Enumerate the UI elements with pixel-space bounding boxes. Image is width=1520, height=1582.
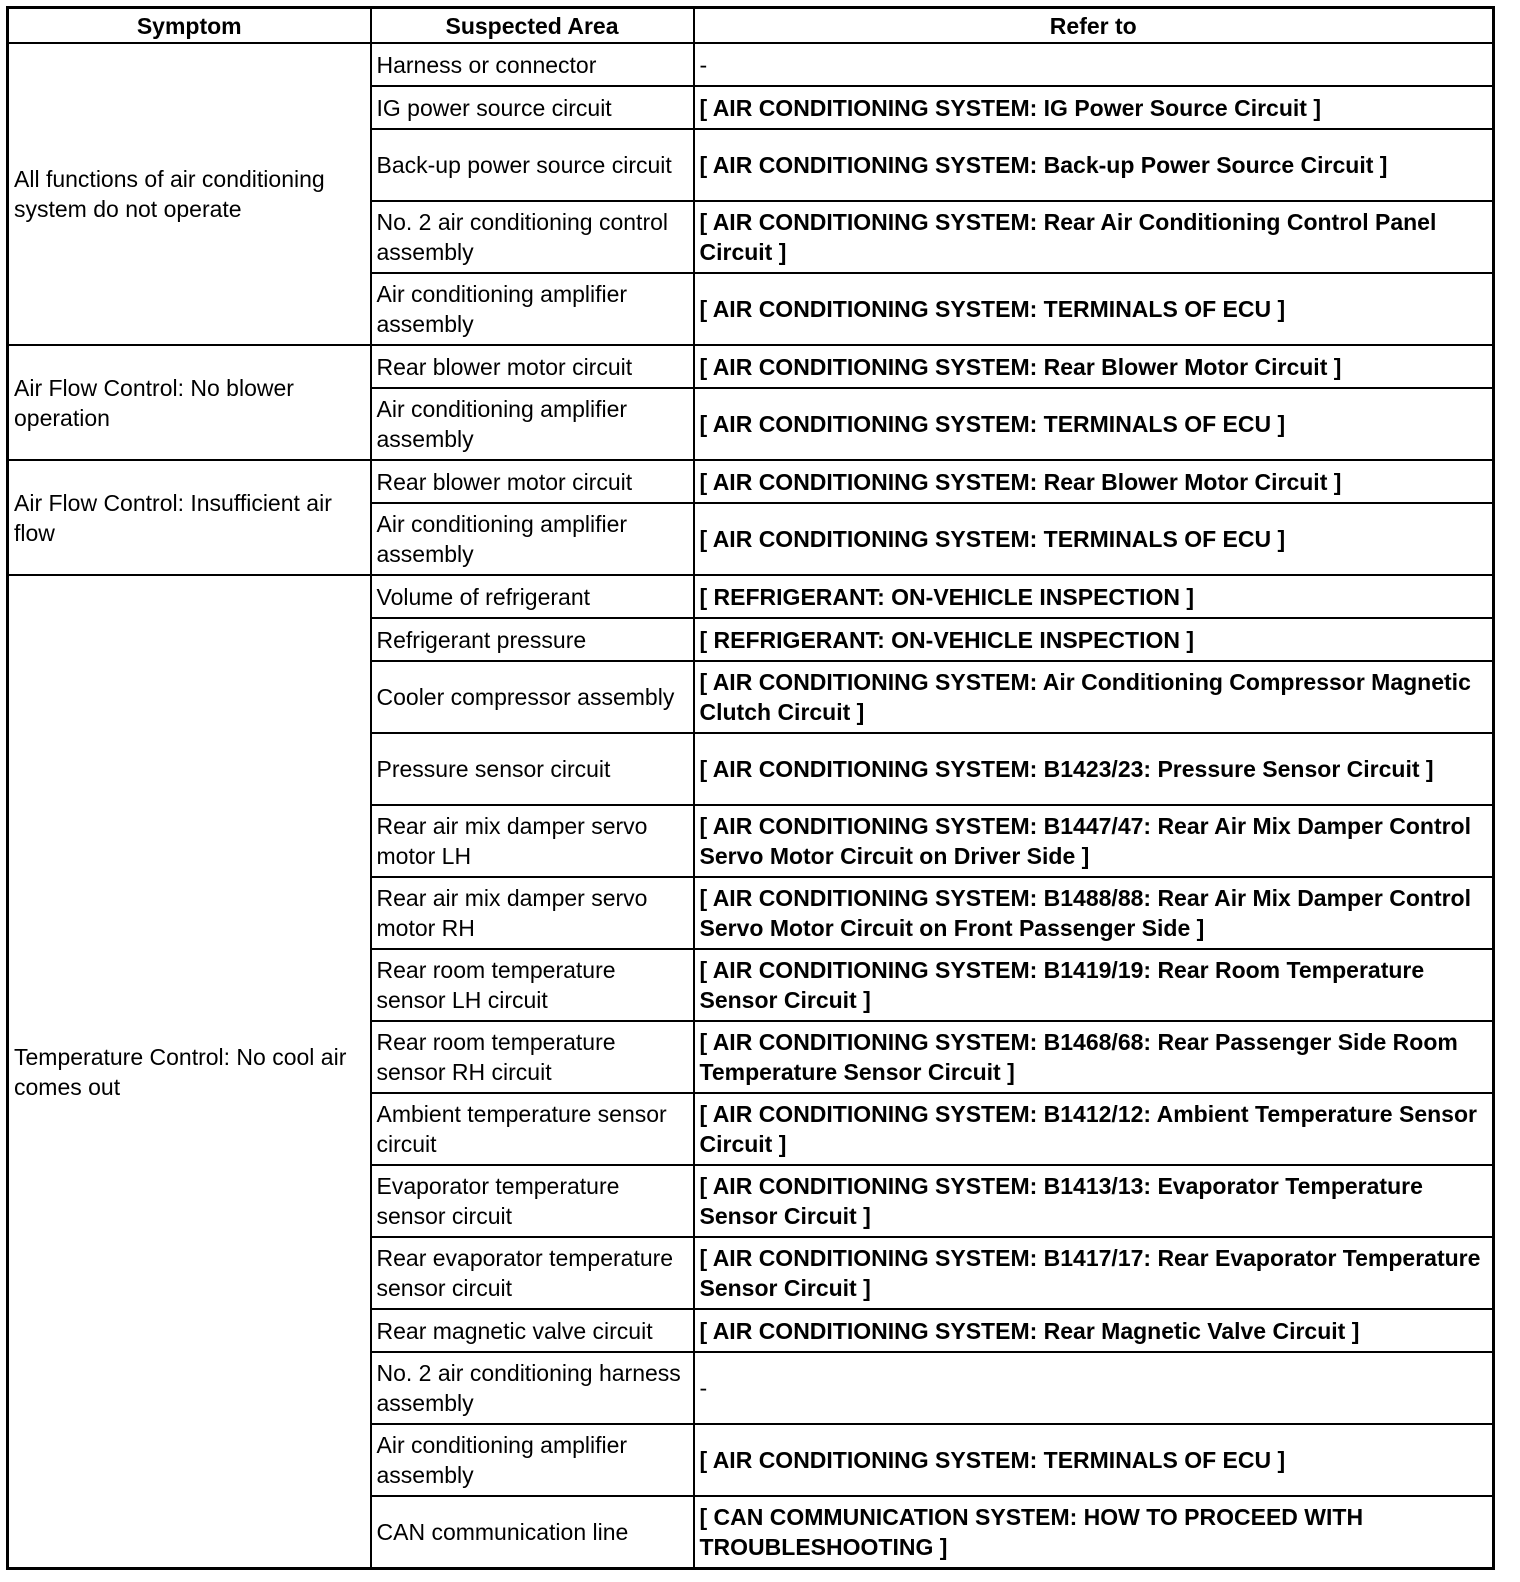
refer-to-cell: - bbox=[694, 43, 1494, 86]
refer-to-link[interactable]: [ AIR CONDITIONING SYSTEM: Back-up Power Source Circuit ] bbox=[694, 129, 1494, 201]
suspected-area-cell: Cooler compressor assembly bbox=[371, 661, 694, 733]
refer-to-cell: - bbox=[694, 1352, 1494, 1424]
suspected-area-cell: Back-up power source circuit bbox=[371, 129, 694, 201]
suspected-area-cell: Air conditioning amplifier assembly bbox=[371, 503, 694, 575]
suspected-area-cell: No. 2 air conditioning control assembly bbox=[371, 201, 694, 273]
refer-to-link[interactable]: [ REFRIGERANT: ON-VEHICLE INSPECTION ] bbox=[694, 575, 1494, 618]
suspected-area-cell: No. 2 air conditioning harness assembly bbox=[371, 1352, 694, 1424]
refer-to-link[interactable]: [ AIR CONDITIONING SYSTEM: B1468/68: Rear Passenger Side Room Temperature Sensor Circuit ] bbox=[694, 1021, 1494, 1093]
suspected-area-column-header: Suspected Area bbox=[371, 8, 694, 44]
suspected-area-cell: Air conditioning amplifier assembly bbox=[371, 1424, 694, 1496]
refer-to-link[interactable]: [ AIR CONDITIONING SYSTEM: B1412/12: Ambient Temperature Sensor Circuit ] bbox=[694, 1093, 1494, 1165]
suspected-area-cell: CAN communication line bbox=[371, 1496, 694, 1569]
refer-to-link[interactable]: [ AIR CONDITIONING SYSTEM: Rear Blower Motor Circuit ] bbox=[694, 460, 1494, 503]
refer-to-link[interactable]: [ AIR CONDITIONING SYSTEM: B1423/23: Pressure Sensor Circuit ] bbox=[694, 733, 1494, 805]
suspected-area-cell: Volume of refrigerant bbox=[371, 575, 694, 618]
symptom-cell: Air Flow Control: No blower operation bbox=[8, 345, 371, 460]
suspected-area-cell: Rear room temperature sensor LH circuit bbox=[371, 949, 694, 1021]
suspected-area-cell: Rear blower motor circuit bbox=[371, 460, 694, 503]
refer-to-link[interactable]: [ AIR CONDITIONING SYSTEM: B1419/19: Rear Room Temperature Sensor Circuit ] bbox=[694, 949, 1494, 1021]
suspected-area-cell: IG power source circuit bbox=[371, 86, 694, 129]
refer-to-link[interactable]: [ AIR CONDITIONING SYSTEM: B1417/17: Rear Evaporator Temperature Sensor Circuit ] bbox=[694, 1237, 1494, 1309]
symptom-cell: All functions of air conditioning system do not operate bbox=[8, 43, 371, 345]
table-header-row bbox=[8, 8, 1494, 44]
refer-to-link[interactable]: [ CAN COMMUNICATION SYSTEM: HOW TO PROCEED WITH TROUBLESHOOTING ] bbox=[694, 1496, 1494, 1569]
refer-to-link[interactable]: [ AIR CONDITIONING SYSTEM: Air Conditioning Compressor Magnetic Clutch Circuit ] bbox=[694, 661, 1494, 733]
document-page bbox=[6, 6, 1495, 1570]
suspected-area-cell: Evaporator temperature sensor circuit bbox=[371, 1165, 694, 1237]
problem-symptoms-table bbox=[6, 6, 1495, 1570]
refer-to-column-header: Refer to bbox=[694, 8, 1494, 44]
suspected-area-cell: Rear magnetic valve circuit bbox=[371, 1309, 694, 1352]
refer-to-link[interactable]: [ AIR CONDITIONING SYSTEM: Rear Blower Motor Circuit ] bbox=[694, 345, 1494, 388]
suspected-area-cell: Air conditioning amplifier assembly bbox=[371, 388, 694, 460]
refer-to-link[interactable]: [ AIR CONDITIONING SYSTEM: TERMINALS OF ECU ] bbox=[694, 1424, 1494, 1496]
suspected-area-cell: Rear evaporator temperature sensor circuit bbox=[371, 1237, 694, 1309]
refer-to-link[interactable]: [ AIR CONDITIONING SYSTEM: Rear Magnetic Valve Circuit ] bbox=[694, 1309, 1494, 1352]
table-row bbox=[8, 460, 1494, 503]
suspected-area-cell: Rear blower motor circuit bbox=[371, 345, 694, 388]
refer-to-link[interactable]: [ AIR CONDITIONING SYSTEM: TERMINALS OF ECU ] bbox=[694, 388, 1494, 460]
symptom-cell: Air Flow Control: Insufficient air flow bbox=[8, 460, 371, 575]
table-row bbox=[8, 43, 1494, 86]
refer-to-link[interactable]: [ AIR CONDITIONING SYSTEM: B1413/13: Evaporator Temperature Sensor Circuit ] bbox=[694, 1165, 1494, 1237]
refer-to-link[interactable]: [ AIR CONDITIONING SYSTEM: B1447/47: Rear Air Mix Damper Control Servo Motor Circuit on Driver Side ] bbox=[694, 805, 1494, 877]
suspected-area-cell: Rear air mix damper servo motor RH bbox=[371, 877, 694, 949]
refer-to-link[interactable]: [ AIR CONDITIONING SYSTEM: B1488/88: Rear Air Mix Damper Control Servo Motor Circuit on Front Passenger Side ] bbox=[694, 877, 1494, 949]
suspected-area-cell: Refrigerant pressure bbox=[371, 618, 694, 661]
refer-to-link[interactable]: [ AIR CONDITIONING SYSTEM: TERMINALS OF ECU ] bbox=[694, 503, 1494, 575]
symptom-column-header: Symptom bbox=[8, 8, 371, 44]
suspected-area-cell: Rear room temperature sensor RH circuit bbox=[371, 1021, 694, 1093]
suspected-area-cell: Harness or connector bbox=[371, 43, 694, 86]
suspected-area-cell: Ambient temperature sensor circuit bbox=[371, 1093, 694, 1165]
table-row bbox=[8, 575, 1494, 618]
table-row bbox=[8, 345, 1494, 388]
suspected-area-cell: Air conditioning amplifier assembly bbox=[371, 273, 694, 345]
suspected-area-cell: Pressure sensor circuit bbox=[371, 733, 694, 805]
refer-to-link[interactable]: [ AIR CONDITIONING SYSTEM: TERMINALS OF ECU ] bbox=[694, 273, 1494, 345]
suspected-area-cell: Rear air mix damper servo motor LH bbox=[371, 805, 694, 877]
symptom-cell: Temperature Control: No cool air comes out bbox=[8, 575, 371, 1569]
refer-to-link[interactable]: [ REFRIGERANT: ON-VEHICLE INSPECTION ] bbox=[694, 618, 1494, 661]
refer-to-link[interactable]: [ AIR CONDITIONING SYSTEM: Rear Air Conditioning Control Panel Circuit ] bbox=[694, 201, 1494, 273]
refer-to-link[interactable]: [ AIR CONDITIONING SYSTEM: IG Power Source Circuit ] bbox=[694, 86, 1494, 129]
